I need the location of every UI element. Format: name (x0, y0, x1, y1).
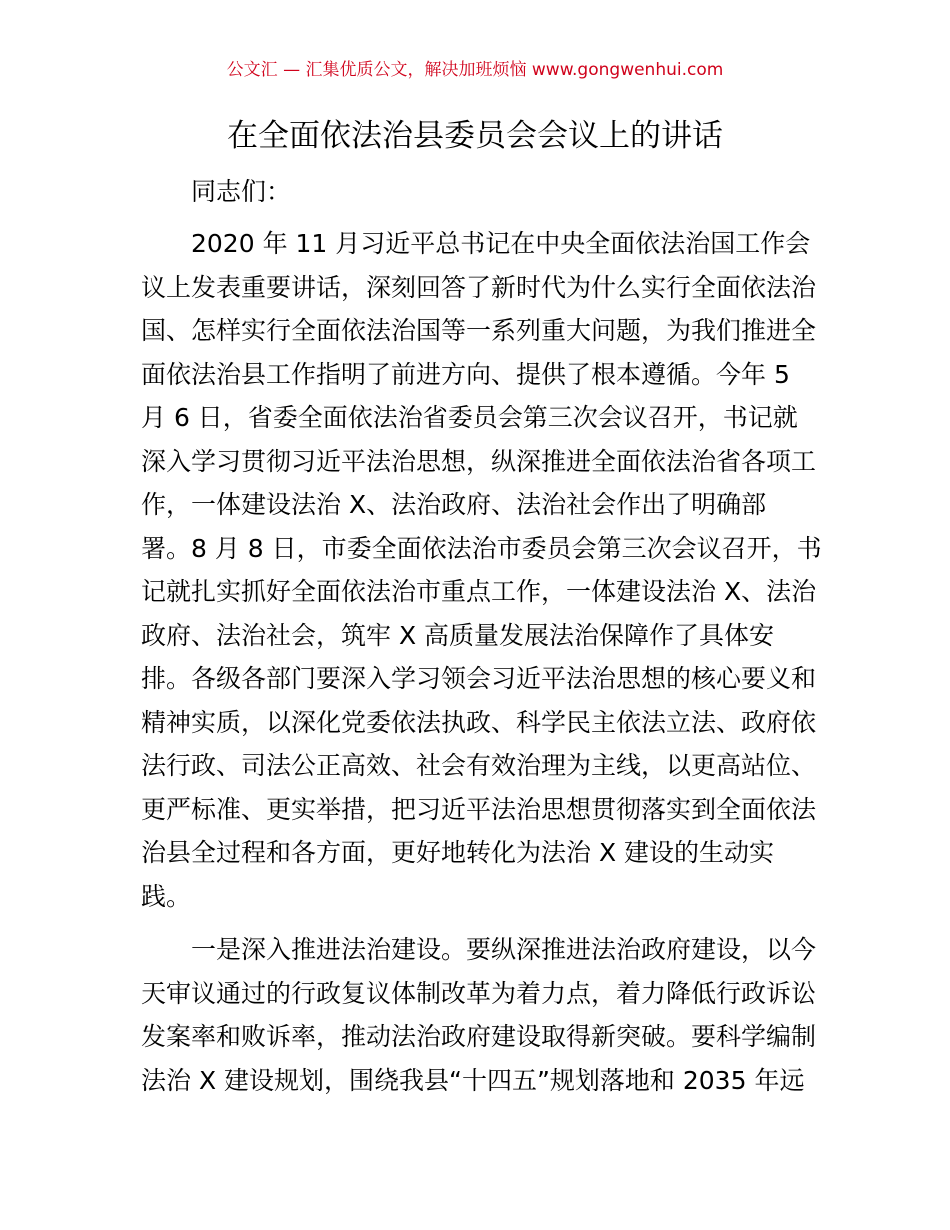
paragraph-line: 一是深入推进法治建设。要纵深推进法治政府建设，以今 (191, 935, 817, 964)
paragraph-line: 2020 年 11 月习近平总书记在中央全面依法治国工作会 (191, 229, 811, 258)
paragraph-line: 政府、法治社会，筑牢 X 高质量发展法治保障作了具体安 (141, 620, 775, 650)
paragraph-line: 天审议通过的行政复议体制改革为着力点，着力降低行政诉讼 (141, 978, 817, 1008)
document-title: 在全面依法治县委员会会议上的讲话 (227, 118, 723, 154)
paragraph-line: 更严标准、更实举措，把习近平法治思想贯彻落实到全面依法 (141, 794, 817, 824)
paragraph-2 (141, 928, 821, 1102)
header-banner: 公文汇 — 汇集优质公文，解决加班烦恼 www.gongwenhui.com (226, 60, 724, 80)
paragraph-line: 发案率和败诉率，推动法治政府建设取得新突破。要科学编制 (141, 1022, 817, 1051)
paragraph-line: 记就扎实抓好全面依法治市重点工作，一体建设法治 X、法治 (141, 577, 817, 606)
paragraph-line: 践。 (141, 881, 192, 911)
paragraph-line: 月 6 日，省委全面依法治省委员会第三次会议召开，书记就 (141, 403, 798, 432)
paragraph-line: 面依法治县工作指明了前进方向、提供了根本遵循。今年 5 (141, 359, 790, 389)
paragraph-line: 署。8 月 8 日，市委全面依法治市委员会第三次会议召开，书 (141, 533, 822, 563)
paragraph-line: 法治 X 建设规划，围绕我县“十四五”规划落地和 2035 年远 (141, 1065, 805, 1095)
paragraph-line: 精神实质，以深化党委依法执政、科学民主依法立法、政府依 (141, 707, 817, 737)
paragraph-line: 国、怎样实行全面依法治国等一系列重大问题，为我们推进全 (141, 316, 817, 345)
paragraph-line: 排。各级各部门要深入学习领会习近平法治思想的核心要义和 (141, 664, 817, 693)
salutation-block (141, 170, 821, 214)
paragraph-line: 治县全过程和各方面，更好地转化为法治 X 建设的生动实 (141, 838, 775, 867)
salutation: 同志们： (191, 177, 292, 206)
paragraph-line: 深入学习贯彻习近平法治思想，纵深推进全面依法治省各项工 (141, 446, 817, 476)
paragraph-line: 作，一体建设法治 X、法治政府、法治社会作出了明确部 (141, 490, 767, 519)
paragraph-1 (141, 222, 821, 918)
paragraph-line: 议上发表重要讲话，深刻回答了新时代为什么实行全面依法治 (141, 272, 817, 302)
paragraph-line: 法行政、司法公正高效、社会有效治理为主线，以更高站位、 (141, 751, 817, 780)
